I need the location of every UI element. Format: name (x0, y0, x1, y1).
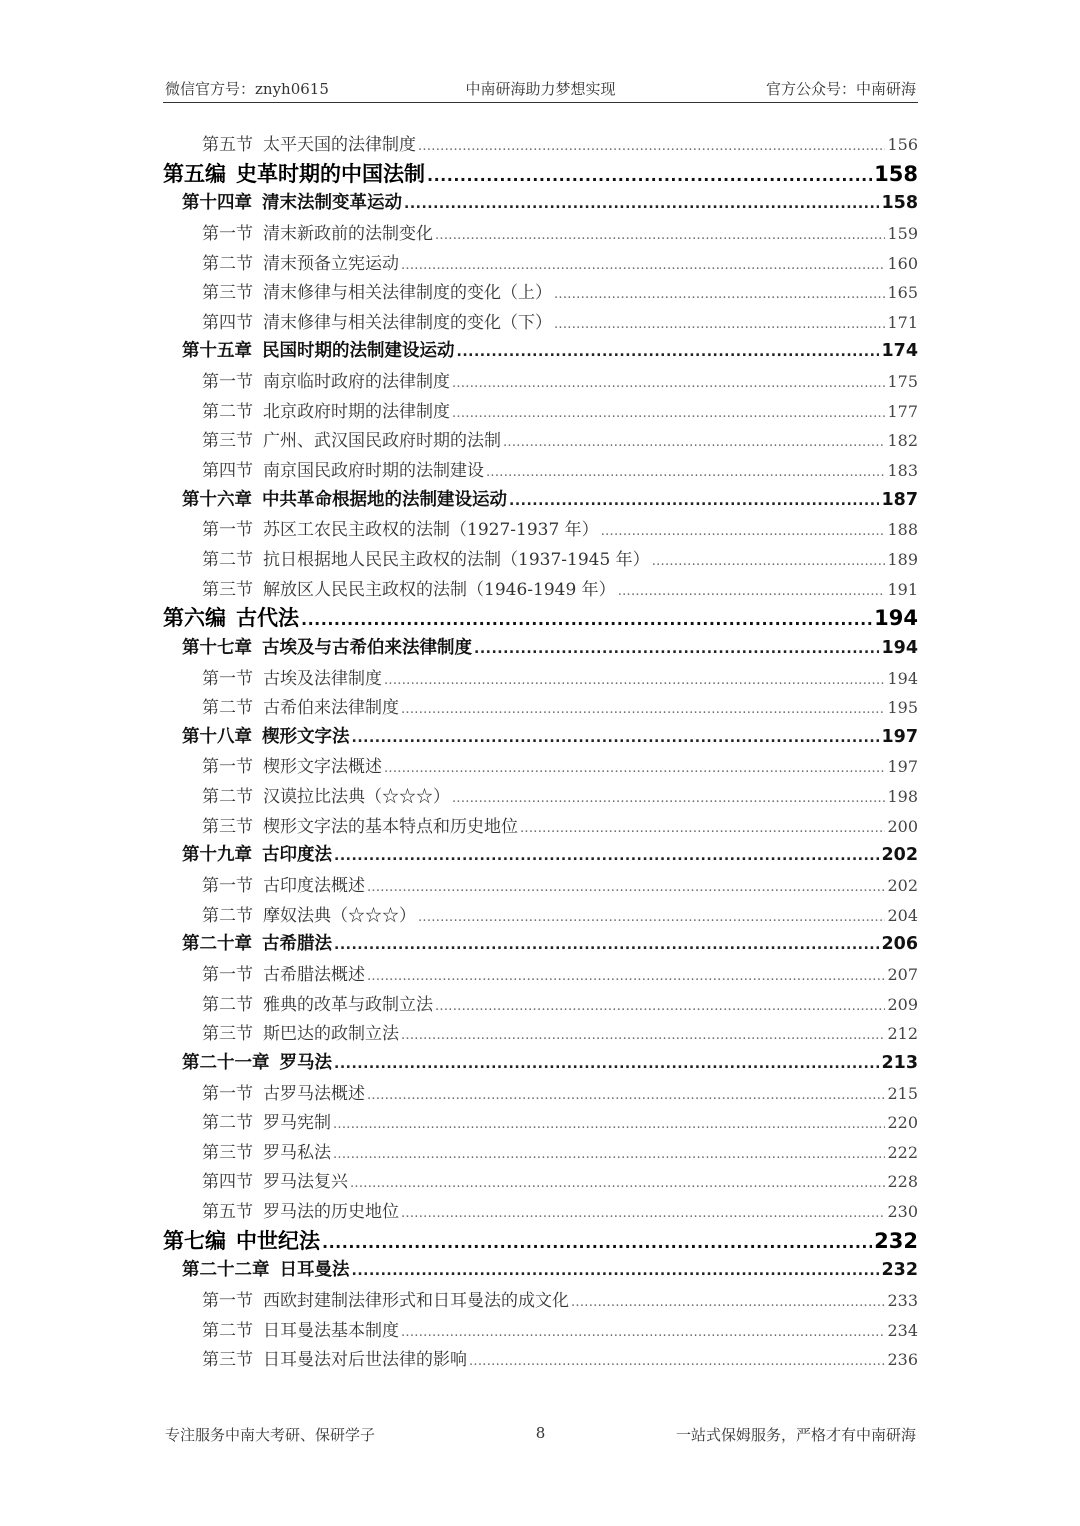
toc-section-row (163, 515, 918, 545)
toc-entry-label (202, 398, 450, 427)
toc-entry-label (202, 783, 450, 812)
toc-page-number: 189 (887, 549, 918, 569)
toc-page-number: 156 (887, 135, 918, 154)
toc-leader-dots (509, 486, 879, 516)
toc-section-row (163, 782, 918, 812)
toc-entry-title: 古希腊法概述 (263, 964, 365, 985)
toc-entry-label (202, 872, 365, 901)
toc-entry-number: 第四节 (202, 312, 253, 333)
toc-chapter-row (163, 486, 918, 516)
toc-leader-dots (486, 457, 885, 486)
toc-page-number: 232 (874, 1228, 918, 1253)
page-header (163, 78, 918, 103)
toc-entry-title: 古埃及法律制度 (263, 668, 382, 689)
toc-leader-dots (352, 723, 880, 753)
toc-page-number: 197 (881, 726, 918, 747)
toc-entry-title: 抗日根据地人民民主政权的法制（1937-1945 年） (263, 549, 650, 570)
toc-entry-label (182, 486, 507, 516)
toc-leader-dots (322, 1227, 872, 1257)
toc-entry-number: 第二十章 (182, 934, 252, 955)
toc-entry-number: 第五编 (163, 161, 226, 186)
toc-entry-title: 北京政府时期的法律制度 (263, 401, 450, 422)
toc-entry-title: 西欧封建制法律形式和日耳曼法的成文化 (263, 1290, 569, 1311)
toc-leader-dots (333, 1139, 885, 1168)
toc-section-row (163, 1316, 918, 1346)
toc-section-row (163, 960, 918, 990)
toc-leader-dots (352, 1256, 880, 1286)
toc-page-number: 195 (887, 698, 918, 718)
toc-section-row (163, 130, 918, 160)
toc-leader-dots (435, 991, 885, 1020)
toc-entry-number: 第十九章 (182, 845, 252, 866)
toc-leader-dots (418, 902, 885, 931)
toc-entry-label (202, 902, 416, 931)
toc-entry-number: 第六编 (163, 606, 226, 631)
toc-section-row (163, 1108, 918, 1138)
toc-leader-dots (384, 665, 885, 694)
toc-entry-label (182, 723, 350, 753)
toc-entry-number: 第五节 (202, 135, 253, 155)
toc-page-number: 230 (887, 1202, 918, 1222)
toc-entry-number: 第四节 (202, 1172, 253, 1193)
toc-entry-title: 罗马宪制 (263, 1113, 331, 1134)
toc-entry-title: 日耳曼法 (279, 1260, 350, 1281)
toc-entry-title: 解放区人民民主政权的法制（1946-1949 年） (263, 579, 616, 600)
toc-entry-label (202, 1168, 348, 1197)
toc-entry-number: 第五节 (202, 1202, 253, 1223)
toc-page-number: 175 (887, 372, 918, 392)
toc-section-row (163, 1167, 918, 1197)
toc-entry-label (202, 1109, 331, 1138)
toc-page-number: 177 (887, 401, 918, 421)
toc-entry-number: 第三节 (202, 1350, 253, 1371)
toc-entry-number: 第二节 (202, 549, 253, 570)
toc-part-row (163, 1227, 918, 1257)
toc-page-number: 188 (887, 520, 918, 540)
toc-entry-title: 古希腊法 (262, 934, 332, 955)
toc-page-number: 222 (887, 1142, 918, 1162)
toc-entry-number: 第十五章 (182, 341, 252, 362)
toc-entry-number: 第二节 (202, 401, 253, 422)
toc-entry-number: 第一节 (202, 876, 253, 897)
toc-entry-label (202, 991, 433, 1020)
toc-entry-label (202, 250, 399, 279)
toc-entry-number: 第二节 (202, 1320, 253, 1341)
toc-page-number: 202 (881, 845, 918, 866)
toc-entry-title: 汉谟拉比法典（☆☆☆） (263, 787, 450, 808)
toc-page-number: 197 (887, 757, 918, 777)
toc-entry-number: 第三节 (202, 816, 253, 837)
toc-entry-title: 太平天国的法律制度 (263, 135, 416, 155)
toc-page-number: 160 (887, 253, 918, 273)
toc-leader-dots (503, 427, 885, 456)
toc-entry-label (182, 189, 402, 219)
toc-entry-label (202, 457, 484, 486)
toc-leader-dots (367, 961, 885, 990)
toc-entry-title: 摩奴法典（☆☆☆） (263, 905, 416, 926)
toc-entry-title: 清末修律与相关法律制度的变化（上） (263, 283, 552, 304)
toc-entry-title: 古罗马法概述 (263, 1083, 365, 1104)
toc-entry-label (182, 930, 332, 960)
toc-leader-dots (618, 576, 886, 605)
toc-entry-label (202, 309, 552, 338)
toc-entry-label (163, 1227, 320, 1257)
toc-entry-label (202, 1139, 331, 1168)
toc-entry-number: 第七编 (163, 1228, 226, 1253)
toc-entry-number: 第二十二章 (182, 1260, 270, 1281)
toc-entry-label (202, 961, 365, 990)
toc-part-row (163, 604, 918, 634)
toc-page-number: 209 (887, 994, 918, 1014)
toc-page-number: 159 (887, 223, 918, 243)
toc-page-number: 198 (887, 787, 918, 807)
toc-entry-label (163, 160, 425, 190)
toc-entry-title: 清末法制变革运动 (262, 193, 402, 214)
toc-chapter-row (163, 634, 918, 664)
toc-section-row (163, 367, 918, 397)
toc-page-number: 233 (887, 1290, 918, 1310)
toc-page-number: 206 (881, 934, 918, 955)
toc-leader-dots (334, 841, 879, 871)
toc-leader-dots (452, 398, 885, 427)
toc-entry-number: 第一节 (202, 668, 253, 689)
header-slogan: 中南研海助力梦想实现 (465, 80, 616, 98)
toc-leader-dots (418, 131, 885, 160)
toc-entry-title: 罗马法的历史地位 (263, 1202, 399, 1223)
toc-leader-dots (401, 1020, 885, 1049)
toc-leader-dots (333, 1109, 885, 1138)
toc-page-number: 213 (881, 1052, 918, 1073)
toc-entry-title: 民国时期的法制建设运动 (262, 341, 455, 362)
toc-section-row (163, 397, 918, 427)
toc-entry-title: 罗马法复兴 (263, 1172, 348, 1193)
toc-section-row (163, 278, 918, 308)
toc-entry-number: 第一节 (202, 757, 253, 778)
toc-section-row (163, 1019, 918, 1049)
toc-entry-title: 苏区工农民主政权的法制（1927-1937 年） (263, 520, 599, 541)
toc-entry-number: 第十六章 (182, 489, 252, 510)
toc-page-number: 200 (887, 816, 918, 836)
toc-entry-title: 斯巴达的政制立法 (263, 1024, 399, 1045)
toc-entry-label (202, 1020, 399, 1049)
toc-page-number: 194 (887, 668, 918, 688)
toc-entry-number: 第二节 (202, 253, 253, 274)
toc-entry-label (182, 841, 332, 871)
toc-section-row (163, 219, 918, 249)
toc-entry-label (202, 220, 433, 249)
toc-chapter-row (163, 1049, 918, 1079)
toc-leader-dots (367, 1080, 885, 1109)
toc-entry-title: 南京国民政府时期的法制建设 (263, 461, 484, 482)
toc-chapter-row (163, 1256, 918, 1286)
toc-section-row (163, 545, 918, 575)
page-footer (163, 1424, 918, 1444)
toc-page-number: 194 (874, 606, 918, 631)
toc-entry-title: 楔形文字法 (262, 726, 350, 747)
toc-page-number: 204 (887, 905, 918, 925)
toc-entry-label (202, 368, 450, 397)
toc-section-row (163, 308, 918, 338)
toc-section-row (163, 1345, 918, 1375)
toc-entry-title: 楔形文字法的基本特点和历史地位 (263, 816, 518, 837)
toc-section-row (163, 990, 918, 1020)
toc-leader-dots (520, 813, 885, 842)
toc-entry-title: 雅典的改革与政制立法 (263, 994, 433, 1015)
toc-leader-dots (457, 337, 880, 367)
footer-right-text: 一站式保姆服务，严格才有中南研海 (675, 1426, 916, 1444)
header-wechat-id: 微信官方号：znyh0615 (165, 80, 329, 98)
toc-page-number: 158 (881, 193, 918, 214)
toc-page-number: 165 (887, 283, 918, 303)
toc-section-row (163, 1286, 918, 1316)
toc-leader-dots (401, 694, 885, 723)
toc-entry-label (202, 131, 416, 160)
toc-section-row (163, 812, 918, 842)
table-of-contents (163, 130, 918, 1375)
toc-page-number: 187 (881, 489, 918, 510)
toc-entry-label (182, 337, 455, 367)
footer-page-number: 8 (535, 1424, 546, 1442)
toc-entry-title: 罗马私法 (263, 1142, 331, 1163)
toc-entry-label (202, 1080, 365, 1109)
toc-leader-dots (469, 1346, 885, 1375)
toc-entry-number: 第一节 (202, 372, 253, 393)
toc-entry-title: 中世纪法 (236, 1228, 320, 1253)
toc-leader-dots (301, 604, 872, 634)
toc-entry-label (202, 576, 616, 605)
toc-chapter-row (163, 189, 918, 219)
toc-entry-number: 第二节 (202, 905, 253, 926)
toc-page-number: 182 (887, 431, 918, 451)
toc-entry-title: 古印度法概述 (263, 876, 365, 897)
toc-entry-title: 清末新政前的法制变化 (263, 223, 433, 244)
toc-entry-title: 史革时期的中国法制 (236, 161, 425, 186)
toc-entry-title: 南京临时政府的法律制度 (263, 372, 450, 393)
toc-page-number: 220 (887, 1113, 918, 1133)
toc-section-row (163, 249, 918, 279)
toc-entry-label (202, 1198, 399, 1227)
toc-leader-dots (350, 1168, 885, 1197)
toc-entry-label (202, 813, 518, 842)
toc-section-row (163, 456, 918, 486)
toc-entry-label (182, 1049, 332, 1079)
toc-leader-dots (452, 783, 885, 812)
toc-chapter-row (163, 841, 918, 871)
toc-entry-label (163, 604, 299, 634)
toc-leader-dots (554, 309, 885, 338)
toc-entry-title: 中共革命根据地的法制建设运动 (262, 489, 507, 510)
toc-section-row (163, 693, 918, 723)
toc-leader-dots (435, 220, 885, 249)
toc-page-number: 174 (881, 341, 918, 362)
toc-entry-label (202, 427, 501, 456)
toc-entry-label (202, 1287, 569, 1316)
toc-entry-label (202, 516, 599, 545)
toc-leader-dots (404, 189, 879, 219)
toc-entry-number: 第三节 (202, 1142, 253, 1163)
toc-page-number: 234 (887, 1320, 918, 1340)
toc-leader-dots (401, 1198, 885, 1227)
toc-leader-dots (474, 634, 879, 664)
toc-entry-title: 清末修律与相关法律制度的变化（下） (263, 312, 552, 333)
toc-entry-title: 清末预备立宪运动 (263, 253, 399, 274)
toc-page-number: 158 (874, 161, 918, 186)
toc-entry-number: 第四节 (202, 461, 253, 482)
toc-entry-number: 第三节 (202, 283, 253, 304)
toc-section-row (163, 426, 918, 456)
toc-entry-title: 古印度法 (262, 845, 332, 866)
footer-left-text: 专注服务中南大考研、保研学子 (165, 1426, 376, 1444)
toc-page-number: 194 (881, 637, 918, 658)
toc-entry-label (202, 1317, 399, 1346)
toc-entry-title: 日耳曼法基本制度 (263, 1320, 399, 1341)
toc-leader-dots (367, 872, 885, 901)
toc-leader-dots (401, 250, 885, 279)
toc-entry-number: 第一节 (202, 223, 253, 244)
toc-entry-title: 日耳曼法对后世法律的影响 (263, 1350, 467, 1371)
toc-leader-dots (334, 930, 879, 960)
toc-entry-title: 古希伯来法律制度 (263, 698, 399, 719)
toc-entry-number: 第二节 (202, 698, 253, 719)
toc-chapter-row (163, 723, 918, 753)
toc-leader-dots (334, 1049, 879, 1079)
toc-page-number: 202 (887, 876, 918, 896)
toc-entry-number: 第三节 (202, 431, 253, 452)
toc-page-number: 232 (881, 1260, 918, 1281)
toc-entry-title: 广州、武汉国民政府时期的法制 (263, 431, 501, 452)
toc-entry-label (182, 1256, 350, 1286)
toc-section-row (163, 752, 918, 782)
toc-section-row (163, 871, 918, 901)
toc-entry-number: 第二节 (202, 787, 253, 808)
toc-entry-number: 第十四章 (182, 193, 252, 214)
toc-entry-title: 古代法 (236, 606, 299, 631)
toc-page-number: 212 (887, 1024, 918, 1044)
toc-entry-number: 第十八章 (182, 726, 252, 747)
toc-leader-dots (652, 546, 886, 575)
toc-entry-label (182, 634, 472, 664)
toc-page-number: 183 (887, 461, 918, 481)
toc-leader-dots (384, 753, 885, 782)
toc-entry-number: 第十七章 (182, 637, 252, 658)
toc-part-row (163, 160, 918, 190)
toc-section-row (163, 1079, 918, 1109)
toc-entry-label (202, 546, 650, 575)
toc-entry-label (202, 279, 552, 308)
toc-leader-dots (427, 160, 872, 190)
toc-entry-label (202, 1346, 467, 1375)
toc-entry-number: 第一节 (202, 1290, 253, 1311)
toc-entry-title: 楔形文字法概述 (263, 757, 382, 778)
toc-page-number: 236 (887, 1350, 918, 1370)
header-official-account: 官方公众号：中南研海 (765, 80, 916, 98)
toc-page-number: 191 (887, 579, 918, 599)
toc-leader-dots (571, 1287, 885, 1316)
toc-entry-label (202, 694, 399, 723)
toc-entry-number: 第二节 (202, 994, 253, 1015)
toc-entry-number: 第一节 (202, 520, 253, 541)
toc-entry-title: 罗马法 (279, 1052, 332, 1073)
toc-page-number: 207 (887, 964, 918, 984)
toc-leader-dots (452, 368, 885, 397)
toc-entry-number: 第一节 (202, 1083, 253, 1104)
toc-entry-number: 第二节 (202, 1113, 253, 1134)
toc-entry-number: 第三节 (202, 1024, 253, 1045)
toc-page-number: 171 (887, 312, 918, 332)
toc-entry-label (202, 753, 382, 782)
toc-section-row (163, 575, 918, 605)
toc-leader-dots (401, 1317, 885, 1346)
toc-chapter-row (163, 930, 918, 960)
toc-entry-number: 第一节 (202, 964, 253, 985)
toc-page-number: 215 (887, 1083, 918, 1103)
toc-section-row (163, 1197, 918, 1227)
toc-entry-label (202, 665, 382, 694)
toc-section-row (163, 1138, 918, 1168)
toc-leader-dots (601, 516, 886, 545)
toc-section-row (163, 664, 918, 694)
toc-leader-dots (554, 279, 885, 308)
toc-section-row (163, 901, 918, 931)
toc-chapter-row (163, 337, 918, 367)
toc-entry-number: 第二十一章 (182, 1052, 270, 1073)
toc-page-number: 228 (887, 1172, 918, 1192)
toc-entry-number: 第三节 (202, 579, 253, 600)
toc-entry-title: 古埃及与古希伯来法律制度 (262, 637, 472, 658)
